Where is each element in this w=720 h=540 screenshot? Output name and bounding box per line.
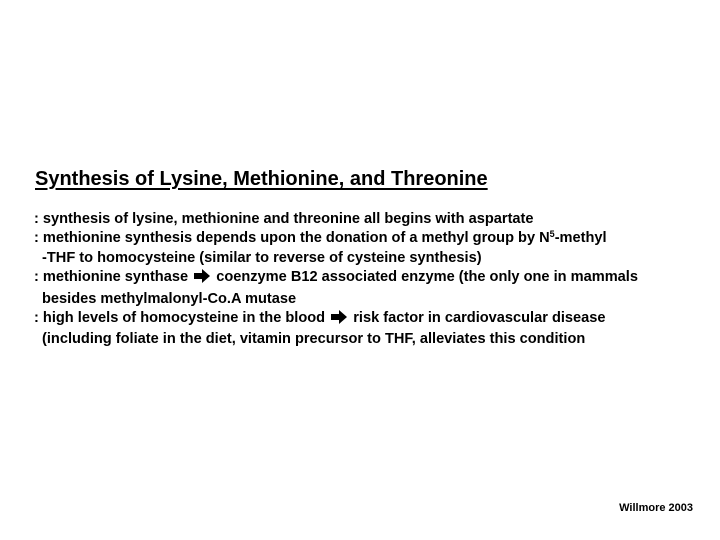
bullet-line-5: besides methylmalonyl-Co.A mutase <box>42 290 297 307</box>
bullet-line-7: (including foliate in the diet, vitamin precursor to THF, alleviates this condition <box>42 331 586 348</box>
footer-credit: Willmore 2003 <box>619 502 693 514</box>
slide-body <box>34 210 704 350</box>
bullet-line-2-suffix: -methyl <box>554 230 607 247</box>
bullet-line-6-text: : high levels of homocysteine in the blood <box>34 310 326 327</box>
bullet-line-4-text: : methionine synthase <box>34 269 189 286</box>
right-arrow-icon <box>331 310 347 330</box>
bullet-line-3: -THF to homocysteine (similar to reverse of cysteine synthesis) <box>42 249 482 266</box>
superscript-5: 5 <box>549 229 555 240</box>
bullet-line-6-suffix: risk factor in cardiovascular disease <box>353 310 606 327</box>
bullet-line-6 <box>34 309 704 330</box>
bullet-line-2-text: : methionine synthesis depends upon the donation of a methyl group by N <box>34 230 550 247</box>
bullet-line-4-suffix: coenzyme B12 associated enzyme (the only one in mammals <box>216 269 638 286</box>
slide-title: Synthesis of Lysine, Methionine, and Threonine <box>35 168 488 190</box>
bullet-line-1: : synthesis of lysine, methionine and threonine all begins with aspartate <box>34 211 534 227</box>
bullet-line-2 <box>34 229 704 248</box>
bullet-line-4 <box>34 268 704 289</box>
right-arrow-icon <box>194 269 210 289</box>
